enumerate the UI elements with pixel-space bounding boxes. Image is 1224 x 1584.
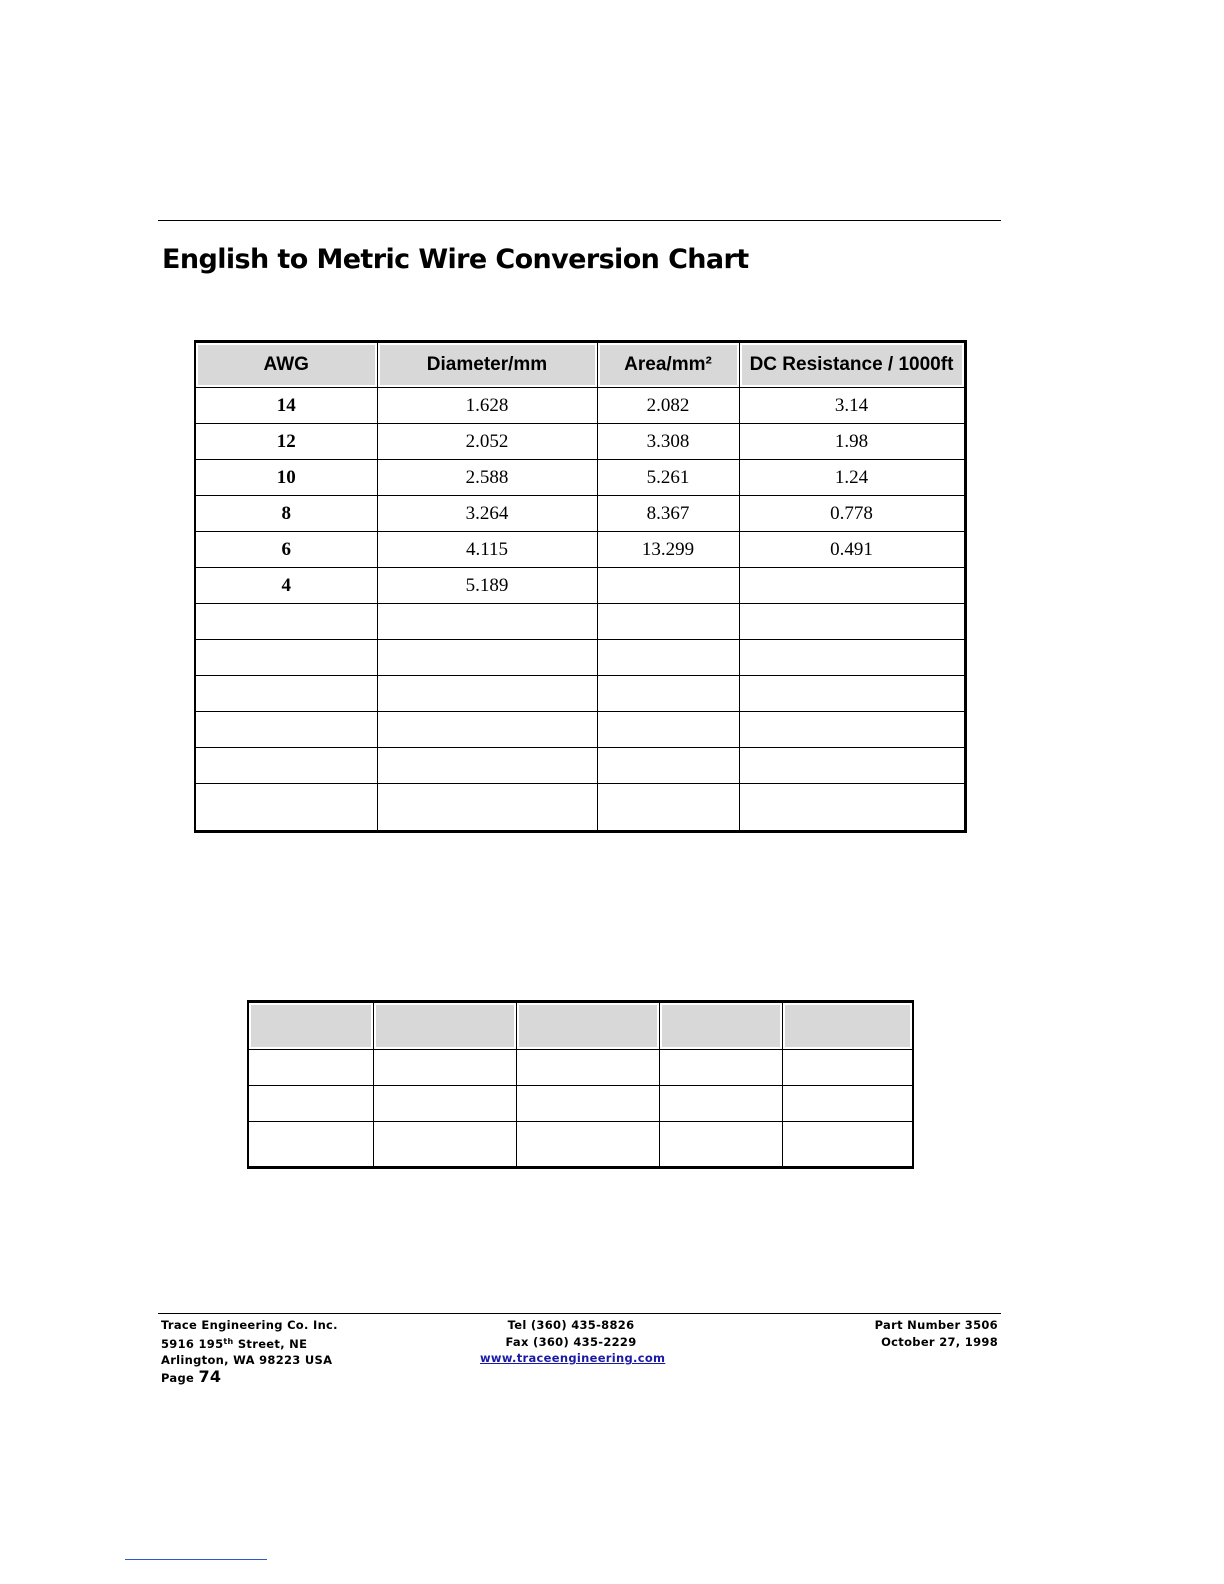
table-cell xyxy=(659,1086,782,1122)
cell-resistance xyxy=(739,676,965,712)
footer-company-block xyxy=(161,1317,338,1386)
table-cell xyxy=(248,1050,373,1086)
table-cell xyxy=(516,1050,659,1086)
cell-area xyxy=(597,676,739,712)
cell-awg xyxy=(195,676,377,712)
cell-diameter xyxy=(377,784,597,832)
cell-resistance: 0.491 xyxy=(739,532,965,568)
cell-resistance xyxy=(739,568,965,604)
footer-rule xyxy=(158,1313,1001,1314)
cell-area: 13.299 xyxy=(597,532,739,568)
table-row xyxy=(248,1086,913,1122)
cell-awg: 12 xyxy=(195,424,377,460)
table-cell xyxy=(782,1002,913,1050)
cell-diameter xyxy=(377,640,597,676)
table-cell xyxy=(659,1122,782,1168)
wire-conversion-table xyxy=(194,340,967,833)
cell-area: 8.367 xyxy=(597,496,739,532)
cell-diameter: 1.628 xyxy=(377,388,597,424)
table-row xyxy=(195,460,965,496)
header-diameter: Diameter/mm xyxy=(377,342,597,388)
cell-awg: 10 xyxy=(195,460,377,496)
cell-resistance xyxy=(739,784,965,832)
table-row xyxy=(195,748,965,784)
cell-awg: 14 xyxy=(195,388,377,424)
footer-fax: Fax (360) 435-2229 xyxy=(505,1334,637,1349)
cell-resistance: 1.24 xyxy=(739,460,965,496)
cell-diameter: 2.588 xyxy=(377,460,597,496)
cell-resistance xyxy=(739,712,965,748)
cell-diameter xyxy=(377,712,597,748)
footer-doc-block xyxy=(875,1317,998,1350)
cell-awg: 4 xyxy=(195,568,377,604)
table-row xyxy=(195,388,965,424)
table-cell xyxy=(248,1122,373,1168)
cell-diameter: 4.115 xyxy=(377,532,597,568)
cell-area xyxy=(597,604,739,640)
header-rule xyxy=(158,220,1001,221)
page-number: 74 xyxy=(198,1366,222,1386)
table-cell xyxy=(516,1086,659,1122)
cell-diameter xyxy=(377,676,597,712)
footer-part-number: Part Number 3506 xyxy=(874,1318,998,1332)
cell-diameter xyxy=(377,748,597,784)
cell-area xyxy=(597,568,739,604)
cell-area xyxy=(597,640,739,676)
footer-website-link[interactable]: www.traceengineering.com xyxy=(480,1351,666,1365)
table-cell xyxy=(659,1002,782,1050)
table-row xyxy=(195,496,965,532)
cell-area: 5.261 xyxy=(597,460,739,496)
footer-date: October 27, 1998 xyxy=(881,1334,998,1349)
footer-company: Trace Engineering Co. Inc. xyxy=(161,1318,338,1332)
blank-table xyxy=(247,1000,914,1169)
cell-awg xyxy=(195,604,377,640)
header-dc-resistance: DC Resistance / 1000ft xyxy=(739,342,965,388)
table-row xyxy=(248,1122,913,1168)
table-cell xyxy=(516,1122,659,1168)
cell-diameter: 3.264 xyxy=(377,496,597,532)
table-cell xyxy=(248,1086,373,1122)
cell-awg xyxy=(195,640,377,676)
cell-resistance: 0.778 xyxy=(739,496,965,532)
table-cell xyxy=(782,1050,913,1086)
cell-resistance xyxy=(739,604,965,640)
cell-resistance xyxy=(739,640,965,676)
cell-area xyxy=(597,712,739,748)
cell-resistance: 3.14 xyxy=(739,388,965,424)
table-cell xyxy=(248,1002,373,1050)
cell-awg: 6 xyxy=(195,532,377,568)
page-title: English to Metric Wire Conversion Chart xyxy=(162,244,749,275)
header-area: Area/mm² xyxy=(597,342,739,388)
table-row xyxy=(195,604,965,640)
table-cell xyxy=(659,1050,782,1086)
table-row xyxy=(248,1050,913,1086)
page-label: Page xyxy=(161,1370,195,1385)
table-cell xyxy=(373,1122,516,1168)
cell-awg xyxy=(195,712,377,748)
cell-area: 2.082 xyxy=(597,388,739,424)
cell-area xyxy=(597,784,739,832)
stray-line xyxy=(125,1559,267,1560)
table-cell xyxy=(516,1002,659,1050)
table-cell xyxy=(782,1086,913,1122)
table-row xyxy=(195,532,965,568)
cell-area: 3.308 xyxy=(597,424,739,460)
cell-awg: 8 xyxy=(195,496,377,532)
footer-page xyxy=(161,1366,338,1387)
table-header-row xyxy=(248,1002,913,1050)
cell-diameter: 2.052 xyxy=(377,424,597,460)
footer-address: 5916 195th Street, NE xyxy=(161,1336,308,1351)
cell-area xyxy=(597,748,739,784)
cell-diameter xyxy=(377,604,597,640)
table-cell xyxy=(373,1086,516,1122)
table-row xyxy=(195,424,965,460)
table-row xyxy=(195,640,965,676)
table-header-row xyxy=(195,342,965,388)
footer-tel: Tel (360) 435-8826 xyxy=(507,1318,635,1332)
footer-city: Arlington, WA 98223 USA xyxy=(161,1353,333,1367)
cell-diameter: 5.189 xyxy=(377,568,597,604)
table-row xyxy=(195,676,965,712)
table-row xyxy=(195,784,965,832)
footer-contact-block xyxy=(480,1317,666,1367)
cell-resistance xyxy=(739,748,965,784)
table-cell xyxy=(373,1002,516,1050)
table-row xyxy=(195,712,965,748)
table-cell xyxy=(373,1050,516,1086)
table-cell xyxy=(782,1122,913,1168)
cell-resistance: 1.98 xyxy=(739,424,965,460)
header-awg: AWG xyxy=(195,342,377,388)
cell-awg xyxy=(195,748,377,784)
table-row xyxy=(195,568,965,604)
cell-awg xyxy=(195,784,377,832)
